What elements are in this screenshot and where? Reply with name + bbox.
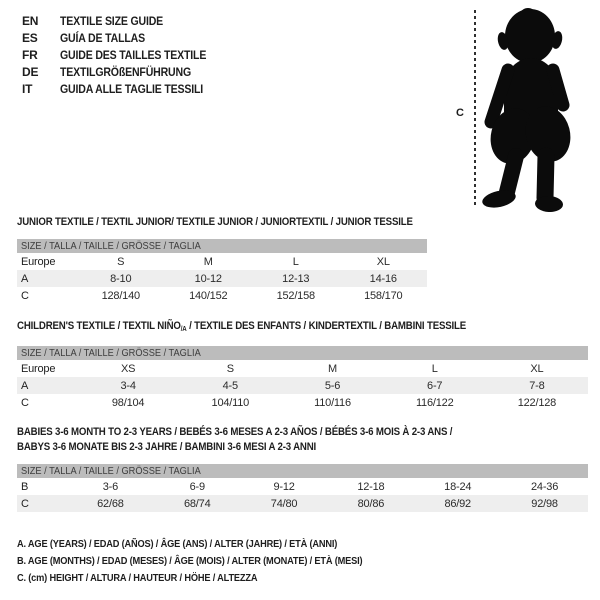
row-label: C [21,396,29,409]
cell: 122/128 [517,396,557,409]
children-section-title [17,319,527,337]
note-c: C. (cm) HEIGHT / ALTURA / HAUTEUR / HÖHE / ALTEZZA [17,572,258,584]
table-row [17,394,588,411]
size-header-text: SIZE / TALLA / TAILLE / GRÖSSE / TAGLIA [21,465,201,477]
cell: 128/140 [101,289,140,302]
cell: 80/86 [357,497,385,510]
language-label: GUIDE DES TAILLES TEXTILE [60,47,207,62]
cell: 62/68 [97,497,124,510]
cell: 92/98 [531,497,558,510]
language-code: DE [22,64,39,79]
language-row-it [22,80,226,97]
junior-size-table [17,239,427,304]
cell: 12-13 [282,272,310,285]
cell: 4-5 [222,379,238,392]
cell: L [431,362,438,375]
cell: S [226,362,234,375]
children-size-table [17,346,588,411]
table-row [17,360,588,377]
row-label: C [21,289,29,302]
table-row [17,253,427,270]
cell: S [117,255,125,268]
cell: 116/122 [415,396,454,409]
cell: M [203,255,213,268]
cell: 110/116 [314,396,351,409]
cell: 3-6 [102,480,119,493]
row-label: A [21,379,29,392]
size-header-bar [17,464,588,478]
size-header-text: SIZE / TALLA / TAILLE / GRÖSSE / TAGLIA [21,347,201,359]
cell: 7-8 [529,379,545,392]
row-label: C [21,497,29,510]
table-row [17,478,588,495]
row-label: A [21,272,29,285]
cell: 18-24 [444,480,472,493]
row-label: Europe [21,362,56,375]
note-b: B. AGE (MONTHS) / EDAD (MESES) / ÂGE (MOIS) / ALTER (MONATE) / ETÀ (MESI) [17,555,363,567]
cell: 14-16 [369,272,397,285]
babies-size-table [17,464,588,512]
cell: 158/170 [364,289,403,302]
height-dashed-line [474,10,476,206]
language-label: TEXTILGRÖßENFÜHRUNG [60,64,192,79]
table-row [17,287,427,304]
language-row-de [22,63,226,80]
language-code: ES [22,30,38,45]
language-label: TEXTILE SIZE GUIDE [60,13,164,28]
footnotes [17,536,410,587]
size-header-text: SIZE / TALLA / TAILLE / GRÖSSE / TAGLIA [21,240,201,252]
babies-section-title [17,425,512,455]
cell: 6-9 [189,480,205,493]
cell: L [292,255,299,268]
cell: 104/110 [211,396,250,409]
cell: 3-4 [120,379,136,392]
language-row-fr [22,46,226,63]
children-title-text: CHILDREN'S TEXTILE / TEXTIL $NIÑO_{/A}$ / TEXTILE DES ENFANTS / KINDERTEXTIL / BAMBINI TESSILE [17,320,467,333]
language-label: GUIDA ALLE TAGLIE TESSILI [60,81,204,96]
junior-title-text: JUNIOR TEXTILE / TEXTIL JUNIOR/ TEXTILE JUNIOR / JUNIORTEXTIL / JUNIOR TESSILE [17,216,413,228]
cell: 152/158 [276,289,315,302]
size-header-bar [17,239,427,253]
cell: 8-10 [110,272,132,285]
size-header-bar [17,346,588,360]
language-row-en [22,12,226,29]
cell: M [328,362,337,375]
row-label: B [21,480,29,493]
toddler-silhouette-icon [478,6,598,212]
language-code: IT [22,81,33,96]
language-row-es [22,29,226,46]
row-label: Europe [21,255,56,268]
height-measure-label: C [456,107,464,119]
cell: 74/80 [270,497,298,510]
language-code: FR [22,47,38,62]
language-label: GUÍA DE TALLAS [60,30,145,45]
cell: 9-12 [273,480,295,493]
cell: 140/152 [189,289,228,302]
junior-section-title [17,215,467,230]
table-row [17,377,588,394]
cell: XL [530,362,544,375]
babies-title-line2: BABYS 3-6 MONATE BIS 2-3 JAHRE / BAMBINI 3-6 MESI A 2-3 ANNI [17,441,317,453]
cell: 98/104 [111,396,145,409]
cell: XS [120,362,136,375]
table-row [17,495,588,512]
table-row [17,270,427,287]
cell: 12-18 [357,480,385,493]
language-header [22,12,226,97]
cell: 5-6 [324,379,341,392]
babies-title-line1: BABIES 3-6 MONTH TO 2-3 YEARS / BEBÉS 3-6 MESES A 2-3 AÑOS / BÉBÉS 3-6 MOIS À 2-3 ANS / [17,426,453,438]
note-a: A. AGE (YEARS) / EDAD (AÑOS) / ÂGE (ANS) / ALTER (JAHRE) / ETÀ (ANNI) [17,538,338,550]
language-code: EN [22,13,39,28]
cell: 10-12 [194,272,222,285]
cell: 6-7 [427,379,443,392]
cell: XL [376,255,390,268]
cell: 86/92 [444,497,471,510]
cell: 68/74 [183,497,211,510]
cell: 24-36 [530,480,559,493]
